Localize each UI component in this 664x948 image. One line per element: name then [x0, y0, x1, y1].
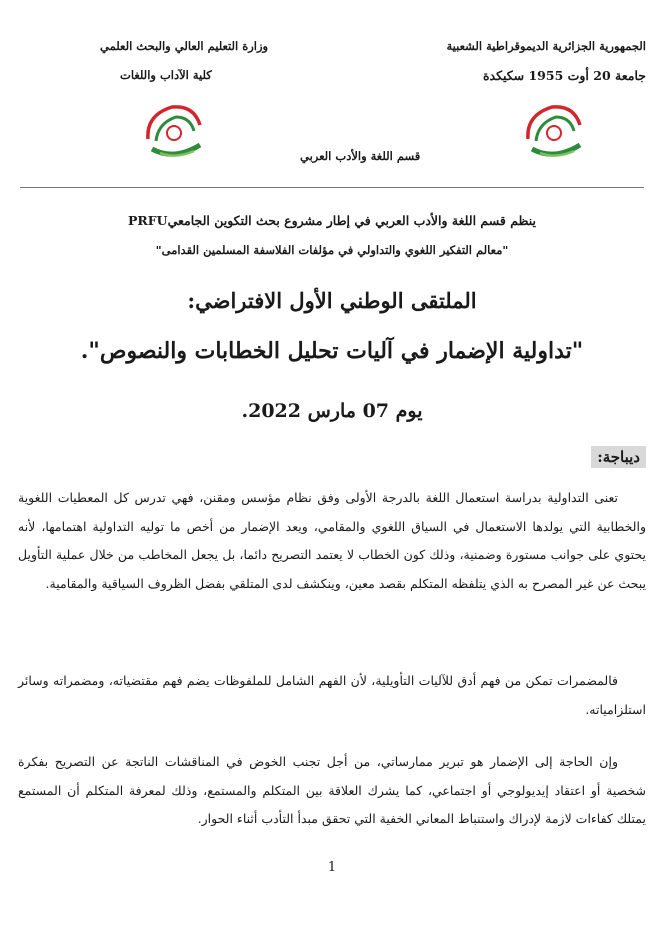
- paragraph-2: فالمضمرات تمكن من فهم أدق للآليات التأويلية، لأن الفهم الشامل للملفوظات يضم فهم مقتضياته، ومضمراته وسائر استلزامياته.: [18, 673, 646, 717]
- section-title-preamble: ديباجة:: [591, 446, 646, 468]
- header-divider: [20, 187, 644, 188]
- university-logo-left-icon: [138, 95, 210, 167]
- ministry-name: وزارة التعليم العالي والبحث العلمي: [100, 39, 269, 53]
- paragraph-3: وإن الحاجة إلى الإضمار هو تبرير ممارساتي، من أجل تجنب الخوض في المناقشات الناتجة عن التصريح بفكرة شخصية أو اعتقاد إيديولوجي أو اجتماعي، كما يشرك العلاقة بين المتكلم والمستمع، وذلك لمعرفة المتكلم أن المستمع يمتلك كفاءات لازمة لإدراك واستنباط المعاني الخفية التي تحقق مبدأ التأدب أثناء الحوار.: [18, 754, 646, 826]
- university-logo-right-icon: [518, 95, 590, 167]
- department-name: قسم اللغة والأدب العربي: [300, 149, 421, 163]
- event-title: الملتقى الوطني الأول الافتراضي:: [187, 288, 477, 313]
- project-title: "معالم التفكير اللغوي والتداولي في مؤلفات الفلاسفة المسلمين القدامى": [155, 243, 509, 257]
- page-number: 1: [327, 860, 337, 875]
- event-theme: "تداولية الإضمار في آليات تحليل الخطابات والنصوص".: [80, 338, 584, 364]
- event-date: يوم 07 مارس 2022.: [241, 400, 423, 422]
- faculty-name: كلية الآداب واللغات: [120, 68, 212, 82]
- republic-name: الجمهورية الجزائرية الديموقراطية الشعبية: [446, 39, 646, 53]
- university-name: جامعة 20 أوت 1955 سكيكدة: [482, 68, 646, 83]
- organizer-line: ينظم قسم اللغة والأدب العربي في إطار مشروع بحث التكوين الجامعيPRFU: [127, 213, 537, 228]
- paragraph-1: تعنى التداولية بدراسة استعمال اللغة بالدرجة الأولى وفق نظام مؤسس ومقنن، فهي تدرس كل المعطيات اللغوية والخطابية التي يولدها الاستعمال في السياق اللغوي والمقامي، ويعد الإضمار من أخص ما توليه التداولية اهتمامها، لأنه يحتوي على جوانب مستورة وضمنية، وذلك كون الخطاب لا يعتمد التصريح دائما، بل يجعل المخاطب من خلال عملية التأويل يبحث عن غير المصرح به الذي يتلفظه المتكلم بقصد معين، وينكشف لدى المتلقي بفضل الظروف السياقية والمقامية.: [18, 490, 646, 591]
- university-logo-left: [138, 95, 210, 167]
- university-logo-right: [518, 95, 590, 167]
